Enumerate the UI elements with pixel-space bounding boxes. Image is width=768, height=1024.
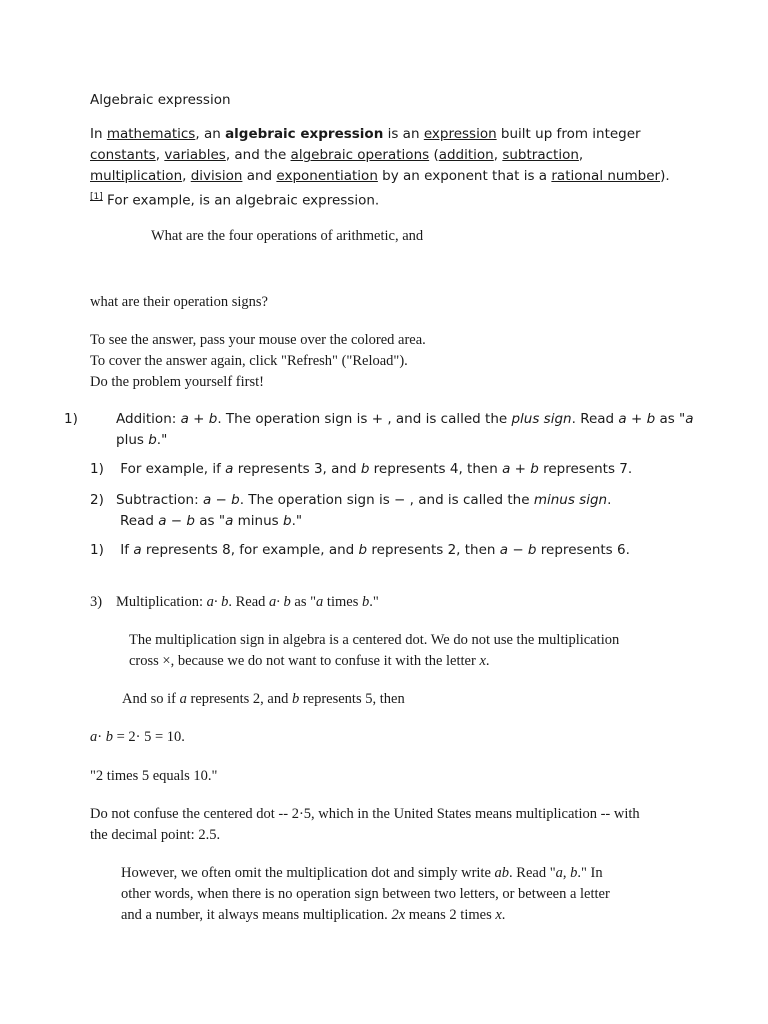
intro-text: , [493, 147, 503, 163]
math-expression: a − b [158, 513, 195, 529]
list-number: 3) [90, 594, 103, 610]
item-text: ." [369, 594, 379, 610]
item-text: represents 8, for example, and [141, 542, 359, 558]
variable: a [179, 691, 187, 707]
paragraph-text: represents 2, and [186, 691, 292, 707]
variable: x [479, 653, 486, 669]
paragraph-line: The multiplication sign in algebra is a centered dot. We do not use the multiplication [129, 632, 620, 648]
intro-text: , an [195, 126, 226, 142]
list-item-addition [64, 409, 708, 451]
item-text: represents 6. [536, 542, 630, 558]
link-mathematics[interactable]: mathematics [106, 126, 196, 142]
list-number: 1) [90, 461, 104, 477]
list-item-subtraction [90, 490, 690, 532]
intro-text: built up from integer [496, 126, 641, 142]
item-text: Read [120, 513, 159, 529]
variable: a [555, 865, 563, 881]
variable: b [358, 542, 368, 558]
math-expression: a· b [206, 594, 229, 610]
variable: a [133, 542, 142, 558]
paragraph-text: means 2 times [405, 907, 496, 923]
math-expression: 2x [391, 907, 406, 923]
item-text: represents 4, then [369, 461, 503, 477]
math-expression: a − b [202, 492, 240, 508]
sign-name: minus sign [533, 492, 608, 508]
link-addition[interactable]: addition [438, 147, 494, 163]
confuse-paragraph [90, 804, 690, 846]
item-text: Addition: [116, 411, 181, 427]
mult-sign-paragraph [129, 630, 729, 672]
math-expression: a + b [618, 411, 656, 427]
equation-line [90, 727, 690, 748]
paragraph-line: Do not confuse the centered dot -- 2·5, which in the United States means multiplication -- with [90, 806, 640, 822]
intro-text: by an exponent that is a [377, 168, 552, 184]
link-rational-number[interactable]: rational number [551, 168, 661, 184]
paragraph-text: . [485, 653, 490, 669]
link-exponentiation[interactable]: exponentiation [276, 168, 378, 184]
item-text: plus [116, 432, 149, 448]
math-expression: ab [494, 865, 510, 881]
variable: a [90, 729, 98, 745]
instruction-line: To cover the answer again, click "Refresh" ("Reload"). [90, 353, 408, 369]
paragraph-text: and a number, it always means multiplication. [121, 907, 392, 923]
list-number: 1) [90, 542, 104, 558]
item-text: minus [233, 513, 283, 529]
instruction-line: To see the answer, pass your mouse over the colored area. [90, 332, 426, 348]
variable: a [316, 594, 324, 610]
intro-text: and [242, 168, 277, 184]
item-text: . The operation sign is − , and is called the [239, 492, 534, 508]
question-line-2: what are their operation signs? [90, 294, 268, 310]
intro-text: ). [660, 168, 670, 184]
intro-text: , [182, 168, 191, 184]
math-expression: a − b [499, 542, 537, 558]
variable: b [361, 594, 370, 610]
variable: a [685, 411, 694, 427]
item-text: Subtraction: [116, 492, 203, 508]
math-expression: a + b [180, 411, 218, 427]
paragraph-text: , [562, 865, 571, 881]
equation-text: = 2· 5 = 10. [112, 729, 185, 745]
list-number: 1) [64, 411, 78, 427]
intro-paragraph [90, 124, 680, 212]
variable: b [570, 865, 578, 881]
quote-line: "2 times 5 equals 10." [90, 768, 218, 784]
item-text: represents 7. [538, 461, 633, 477]
paragraph-text: ." In [577, 865, 603, 881]
variable: b [283, 513, 292, 529]
item-text: . Read [571, 411, 619, 427]
intro-text: is an [383, 126, 424, 142]
instruction-line: Do the problem yourself first! [90, 374, 264, 390]
page-title: Algebraic expression [90, 92, 231, 108]
link-subtraction[interactable]: subtraction [502, 147, 579, 163]
item-text: ." [156, 432, 168, 448]
sign-name: plus sign [511, 411, 572, 427]
intro-text: For example, is an algebraic expression. [102, 192, 380, 209]
item-text: . Read [228, 594, 270, 610]
item-text: represents 2, then [367, 542, 500, 558]
variable: a [225, 513, 234, 529]
item-text: as " [194, 513, 226, 529]
link-algebraic-operations[interactable]: algebraic operations [290, 147, 430, 163]
list-item-example-2 [90, 540, 690, 561]
link-constants[interactable]: constants [90, 147, 156, 163]
link-multiplication[interactable]: multiplication [90, 168, 183, 184]
intro-text: , and the [225, 147, 291, 163]
list-number: 2) [90, 492, 104, 508]
intro-text: , [155, 147, 165, 163]
item-text: as " [655, 411, 686, 427]
variable: b [105, 729, 113, 745]
item-text: . The operation sign is + , and is called the [217, 411, 512, 427]
bold-term: algebraic expression [225, 126, 384, 142]
variable: a [225, 461, 234, 477]
variable: x [495, 907, 502, 923]
item-text: represents 3, and [233, 461, 361, 477]
instructions [90, 330, 690, 393]
variable: b [148, 432, 157, 448]
math-expression: a· b [269, 594, 291, 610]
footnote-link[interactable]: [1] [90, 192, 103, 202]
link-expression[interactable]: expression [423, 126, 497, 142]
list-item-multiplication [90, 592, 690, 613]
variable: b [291, 691, 300, 707]
question-line-1: What are the four operations of arithmetic, and [151, 228, 424, 244]
math-expression: a + b [502, 461, 539, 477]
omit-paragraph [121, 863, 721, 926]
item-text: . [607, 492, 612, 508]
link-variables[interactable]: variables [164, 147, 226, 163]
paragraph-line: other words, when there is no operation sign between two letters, or between a letter [121, 886, 610, 902]
andso-line [122, 689, 722, 710]
intro-text: In [90, 126, 107, 142]
item-text: times [323, 594, 362, 610]
list-item-example-1 [90, 459, 690, 480]
item-text: Multiplication: [116, 594, 207, 610]
paragraph-text: And so if [122, 691, 180, 707]
item-text: For example, if [116, 461, 226, 477]
paragraph-text: . Read " [509, 865, 556, 881]
intro-text: , [578, 147, 584, 163]
paragraph-text: However, we often omit the multiplication dot and simply write [121, 865, 495, 881]
paragraph-text: . [501, 907, 506, 923]
paragraph-line: the decimal point: 2.5. [90, 827, 221, 843]
link-division[interactable]: division [190, 168, 243, 184]
intro-text: ( [429, 147, 439, 163]
variable: b [360, 461, 370, 477]
equation-text: · [97, 729, 106, 745]
item-text: If [116, 542, 134, 558]
paragraph-text: represents 5, then [299, 691, 405, 707]
item-text: as " [290, 594, 317, 610]
paragraph-text: cross ×, because we do not want to confuse it with the letter [129, 653, 480, 669]
item-text: ." [291, 513, 303, 529]
